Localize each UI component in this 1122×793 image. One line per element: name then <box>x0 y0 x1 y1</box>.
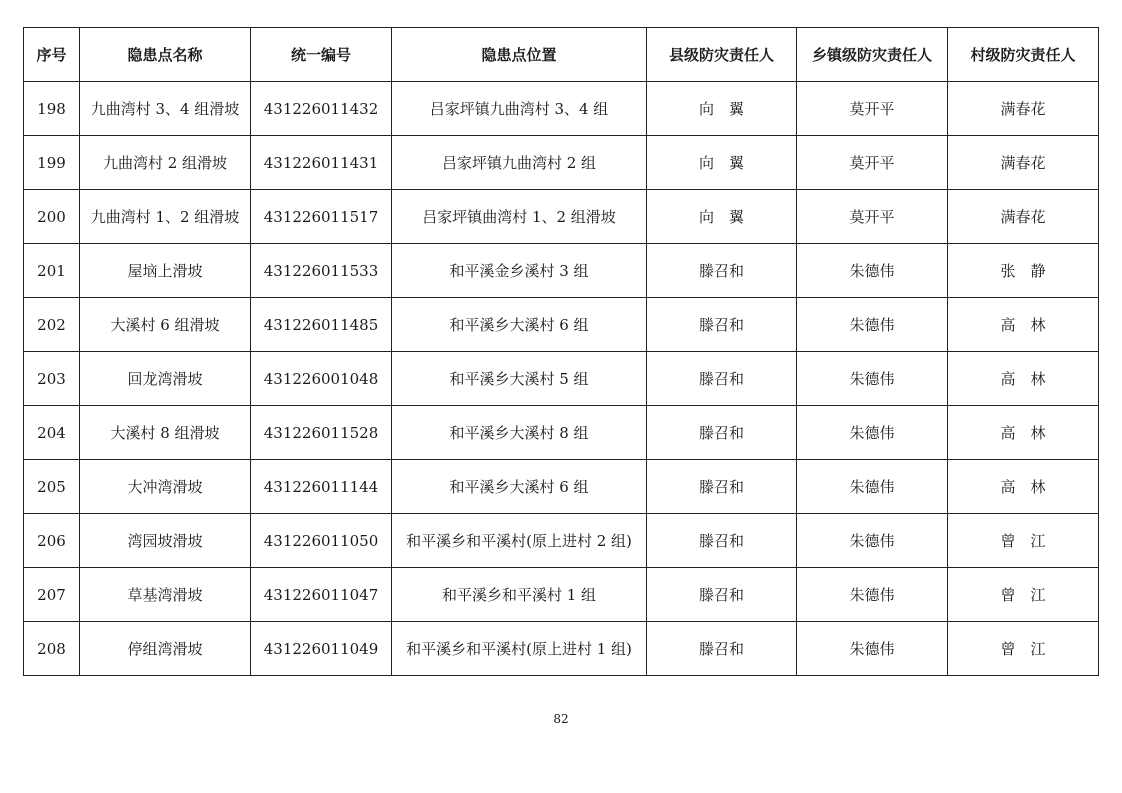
cell-town-responsible: 朱德伟 <box>797 514 948 568</box>
table-row <box>24 136 1099 190</box>
cell-town-responsible: 朱德伟 <box>797 244 948 298</box>
cell-village-responsible: 满春花 <box>948 190 1099 244</box>
hazard-table <box>23 27 1099 676</box>
header-hazard-name: 隐患点名称 <box>80 28 251 82</box>
cell-county-responsible: 向 翼 <box>647 190 797 244</box>
cell-hazard-name: 大冲湾滑坡 <box>80 460 251 514</box>
cell-town-responsible: 朱德伟 <box>797 352 948 406</box>
header-town-responsible: 乡镇级防灾责任人 <box>797 28 948 82</box>
table-row <box>24 244 1099 298</box>
cell-town-responsible: 朱德伟 <box>797 568 948 622</box>
cell-unified-code: 431226011144 <box>251 460 392 514</box>
cell-hazard-name: 回龙湾滑坡 <box>80 352 251 406</box>
cell-county-responsible: 滕召和 <box>647 298 797 352</box>
cell-town-responsible: 莫开平 <box>797 82 948 136</box>
cell-location: 和平溪乡大溪村 8 组 <box>392 406 647 460</box>
cell-serial: 200 <box>24 190 80 244</box>
cell-unified-code: 431226011533 <box>251 244 392 298</box>
cell-hazard-name: 九曲湾村 3、4 组滑坡 <box>80 82 251 136</box>
cell-unified-code: 431226001048 <box>251 352 392 406</box>
cell-hazard-name: 大溪村 8 组滑坡 <box>80 406 251 460</box>
cell-hazard-name: 屋垴上滑坡 <box>80 244 251 298</box>
cell-hazard-name: 湾园坡滑坡 <box>80 514 251 568</box>
table-row <box>24 406 1099 460</box>
header-county-responsible: 县级防灾责任人 <box>647 28 797 82</box>
cell-village-responsible: 曾 江 <box>948 514 1099 568</box>
cell-county-responsible: 向 翼 <box>647 136 797 190</box>
page-number: 82 <box>553 712 569 726</box>
cell-county-responsible: 滕召和 <box>647 514 797 568</box>
cell-town-responsible: 朱德伟 <box>797 406 948 460</box>
cell-unified-code: 431226011047 <box>251 568 392 622</box>
table-header <box>24 28 1099 82</box>
table-row <box>24 190 1099 244</box>
cell-unified-code: 431226011485 <box>251 298 392 352</box>
cell-village-responsible: 高 林 <box>948 406 1099 460</box>
cell-town-responsible: 莫开平 <box>797 136 948 190</box>
cell-village-responsible: 满春花 <box>948 82 1099 136</box>
cell-unified-code: 431226011517 <box>251 190 392 244</box>
cell-serial: 198 <box>24 82 80 136</box>
table-row <box>24 82 1099 136</box>
cell-unified-code: 431226011050 <box>251 514 392 568</box>
cell-location: 和平溪金乡溪村 3 组 <box>392 244 647 298</box>
header-village-responsible: 村级防灾责任人 <box>948 28 1099 82</box>
cell-location: 吕家坪镇九曲湾村 2 组 <box>392 136 647 190</box>
cell-hazard-name: 大溪村 6 组滑坡 <box>80 298 251 352</box>
cell-county-responsible: 滕召和 <box>647 352 797 406</box>
cell-town-responsible: 朱德伟 <box>797 460 948 514</box>
cell-serial: 202 <box>24 298 80 352</box>
cell-serial: 199 <box>24 136 80 190</box>
cell-county-responsible: 滕召和 <box>647 568 797 622</box>
cell-serial: 207 <box>24 568 80 622</box>
cell-location: 和平溪乡和平溪村(原上进村 2 组) <box>392 514 647 568</box>
cell-county-responsible: 向 翼 <box>647 82 797 136</box>
cell-unified-code: 431226011528 <box>251 406 392 460</box>
table-row <box>24 298 1099 352</box>
cell-village-responsible: 高 林 <box>948 298 1099 352</box>
cell-hazard-name: 九曲湾村 2 组滑坡 <box>80 136 251 190</box>
table-row <box>24 514 1099 568</box>
cell-hazard-name: 停组湾滑坡 <box>80 622 251 676</box>
cell-serial: 204 <box>24 406 80 460</box>
cell-town-responsible: 朱德伟 <box>797 298 948 352</box>
cell-location: 吕家坪镇曲湾村 1、2 组滑坡 <box>392 190 647 244</box>
table-row <box>24 460 1099 514</box>
cell-location: 和平溪乡和平溪村 1 组 <box>392 568 647 622</box>
cell-village-responsible: 高 林 <box>948 460 1099 514</box>
cell-county-responsible: 滕召和 <box>647 406 797 460</box>
cell-serial: 208 <box>24 622 80 676</box>
cell-location: 和平溪乡和平溪村(原上进村 1 组) <box>392 622 647 676</box>
table-row <box>24 568 1099 622</box>
cell-unified-code: 431226011432 <box>251 82 392 136</box>
header-serial: 序号 <box>24 28 80 82</box>
cell-serial: 203 <box>24 352 80 406</box>
cell-village-responsible: 曾 江 <box>948 568 1099 622</box>
cell-location: 和平溪乡大溪村 6 组 <box>392 298 647 352</box>
cell-serial: 201 <box>24 244 80 298</box>
cell-village-responsible: 曾 江 <box>948 622 1099 676</box>
cell-location: 和平溪乡大溪村 6 组 <box>392 460 647 514</box>
table-row <box>24 352 1099 406</box>
cell-town-responsible: 朱德伟 <box>797 622 948 676</box>
cell-town-responsible: 莫开平 <box>797 190 948 244</box>
cell-county-responsible: 滕召和 <box>647 460 797 514</box>
header-row <box>24 28 1099 82</box>
cell-unified-code: 431226011049 <box>251 622 392 676</box>
cell-serial: 206 <box>24 514 80 568</box>
cell-village-responsible: 高 林 <box>948 352 1099 406</box>
cell-serial: 205 <box>24 460 80 514</box>
cell-hazard-name: 草基湾滑坡 <box>80 568 251 622</box>
cell-village-responsible: 张 静 <box>948 244 1099 298</box>
cell-unified-code: 431226011431 <box>251 136 392 190</box>
table-row <box>24 622 1099 676</box>
cell-county-responsible: 滕召和 <box>647 244 797 298</box>
header-location: 隐患点位置 <box>392 28 647 82</box>
cell-location: 和平溪乡大溪村 5 组 <box>392 352 647 406</box>
cell-hazard-name: 九曲湾村 1、2 组滑坡 <box>80 190 251 244</box>
header-unified-code: 统一编号 <box>251 28 392 82</box>
cell-county-responsible: 滕召和 <box>647 622 797 676</box>
cell-village-responsible: 满春花 <box>948 136 1099 190</box>
cell-location: 吕家坪镇九曲湾村 3、4 组 <box>392 82 647 136</box>
table-body <box>24 82 1099 676</box>
